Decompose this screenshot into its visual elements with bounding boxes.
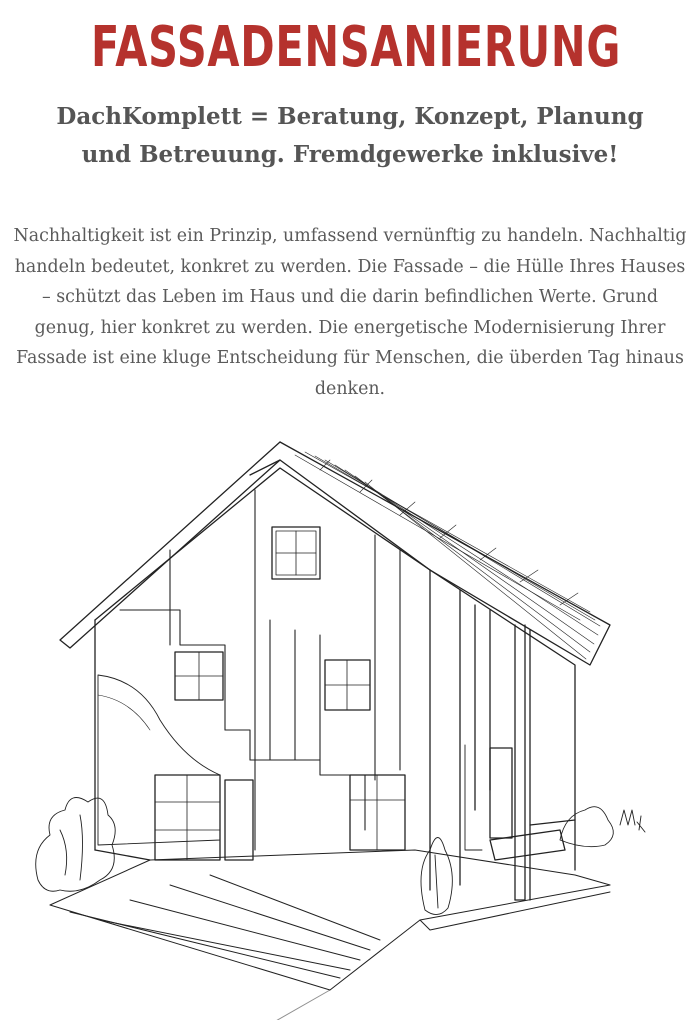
house-line-drawing bbox=[20, 430, 680, 1020]
shrub-porch bbox=[421, 838, 452, 915]
cladding-strips bbox=[120, 490, 400, 850]
artist-signature bbox=[620, 810, 645, 832]
porch bbox=[490, 625, 575, 900]
shrub-right bbox=[560, 807, 613, 847]
side-wall bbox=[430, 570, 575, 900]
gable-wall bbox=[95, 468, 430, 890]
window-middle-right bbox=[325, 660, 370, 710]
roof bbox=[60, 442, 610, 665]
window-upper bbox=[272, 527, 320, 579]
intro-paragraph: Nachhaltigkeit ist ein Prinzip, umfassend vernünftig zu handeln. Nachhaltig handeln bedeutet, konkret zu werden. Die Fassade – die Hülle Ihres Hauses – schützt das Leben im Haus und die darin befindlichen Werte. Grund genug, hier konkret zu werden. Die energetische Modernisierung Ihrer Fassade ist eine kluge Entscheidung für Menschen, die überden Tag hinaus denken. bbox=[13, 226, 687, 399]
ground-terrace bbox=[50, 850, 610, 1020]
house-sketch-illustration bbox=[20, 430, 680, 1020]
page-title: FASSADENSANIERUNG bbox=[91, 15, 622, 80]
page-subtitle: DachKomplett = Beratung, Konzept, Planung und Betreuung. Fremdgewerke inklusive! bbox=[56, 103, 644, 168]
window-ground-right bbox=[350, 775, 405, 850]
window-ground-left bbox=[155, 775, 253, 860]
door-side bbox=[465, 745, 512, 850]
window-middle-left bbox=[175, 652, 223, 700]
